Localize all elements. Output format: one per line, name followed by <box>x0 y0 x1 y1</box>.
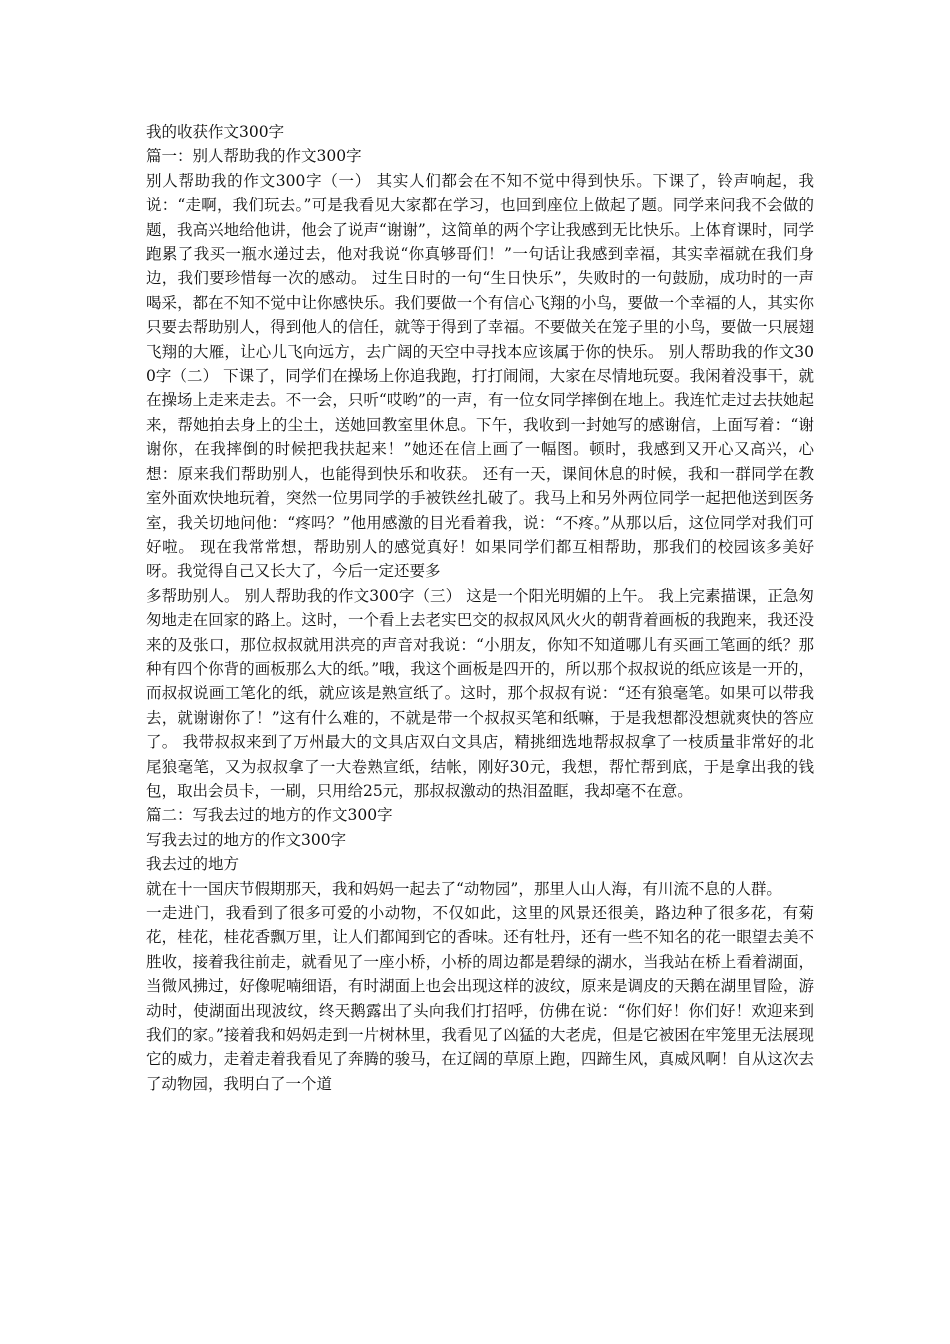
section-heading-2: 篇二：写我去过的地方的作文300字 <box>146 806 393 825</box>
essay-title: 写我去过的地方的作文300字 <box>146 830 347 849</box>
body-paragraph: 就在十一国庆节假期那天，我和妈妈一起去了“动物园”，那里人山人海，有川流不息的人群。 <box>146 879 782 898</box>
body-paragraph: 一走进门，我看到了很多可爱的小动物，不仅如此，这里的风景还很美，路边种了很多花，有菊花，桂花，桂花香飘万里，让人们都闻到它的香味。还有牡丹，还有一些不知名的花一眼望去美不胜收，接着我往前走，就看见了一座小桥，小桥的周边都是碧绿的湖水，当我站在桥上看着湖面，当微风拂过，好像呢喃细语，有时湖面上也会出现这样的波纹，原来是调皮的天鹅在湖里冒险，游动时，使湖面出现波纹，终天鹅露出了头向我们打招呼，仿佛在说：“你们好！你们好！欢迎来到我们的家。”接着我和妈妈走到一片树林里，我看见了凶猛的大老虎，但是它被困在牢笼里无法展现它的威力，走着走着我看见了奔腾的骏马，在辽阔的草原上跑，四蹄生风，真威风啊！自从这次去了动物园，我明白了一个道 <box>146 904 814 1093</box>
section-heading-1: 篇一：别人帮助我的作文300字 <box>146 147 362 166</box>
body-paragraph: 别人帮助我的作文300字（一） 其实人们都会在不知不觉中得到快乐。下课了，铃声响起，我说：“走啊，我们玩去。”可是我看见大家都在学习，也回到座位上做起了题。同学来问我不会做的题，我高兴地给他讲，他会了说声“谢谢”，这简单的两个字让我感到无比快乐。上体育课时，同学跑累了我买一瓶水递过去，他对我说“你真够哥们！”一句话让我感到幸福，其实幸福就在我们身边，我们要珍惜每一次的感动。 过生日时的一句“生日快乐”，失败时的一句鼓励，成功时的一声喝采，都在不知不觉中让你感快乐。我们要做一个有信心飞翔的小鸟，要做一个幸福的人，其实你只要去帮助别人，得到他人的信任，就等于得到了幸福。不要做关在笼子里的小鸟，要做一只展翅飞翔的大雁，让心儿飞向远方，去广阔的天空中寻找本应该属于你的快乐。 别人帮助我的作文300字（二） 下课了，同学们在操场上你追我跑，打打闹闹，大家在尽情地玩耍。我闲着没事干，就在操场上走来走去。不一会，只听“哎哟”的一声，有一位女同学摔倒在地上。我连忙走过去扶她起来，帮她拍去身上的尘土，送她回教室里休息。下午，我收到一封她写的感谢信，上面写着：“谢谢你，在我摔倒的时候把我扶起来！”她还在信上画了一幅图。顿时，我感到又开心又高兴，心想：原来我们帮助别人，也能得到快乐和收获。 还有一天，课间休息的时候，我和一群同学在教室外面欢快地玩着，突然一位男同学的手被铁丝扎破了。我马上和另外两位同学一起把他送到医务室，我关切地问他：“疼吗？”他用感激的目光看着我，说：“不疼。”从那以后，这位同学对我们可好啦。 现在我常常想，帮助别人的感觉真好！如果同学们都互相帮助，那我们的校园该多美好呀。我觉得自己又长大了，今后一定还要多 <box>146 171 814 581</box>
body-paragraph: 多帮助别人。 别人帮助我的作文300字（三） 这是一个阳光明媚的上午。 我上完素描课，正急匆匆地走在回家的路上。这时，一个看上去老实巴交的叔叔风风火火的朝背着画板的我跑来，我还没来的及张口，那位叔叔就用洪亮的声音对我说：“小朋友，你知不知道哪儿有买画工笔画的纸？那种有四个你背的画板那么大的纸。”哦，我这个画板是四开的，所以那个叔叔说的纸应该是一开的，而叔叔说画工笔化的纸，就应该是熟宣纸了。这时，那个叔叔有说：“还有狼毫笔。如果可以带我去，就谢谢你了！”这有什么难的，不就是带一个叔叔买笔和纸嘛，于是我想都没想就爽快的答应了。 我带叔叔来到了万州最大的文具店双白文具店，精挑细选地帮叔叔拿了一枝质量非常好的北尾狼毫笔，又为叔叔拿了一大卷熟宣纸，结帐，刚好30元，我想，帮忙帮到底，于是拿出我的钱包，取出会员卡，一刷，只用给25元，那叔叔激动的热泪盈眶，我却毫不在意。 <box>146 586 814 800</box>
document-title: 我的收获作文300字 <box>146 123 285 141</box>
document-page <box>146 120 814 1096</box>
essay-subtitle: 我去过的地方 <box>146 855 240 874</box>
